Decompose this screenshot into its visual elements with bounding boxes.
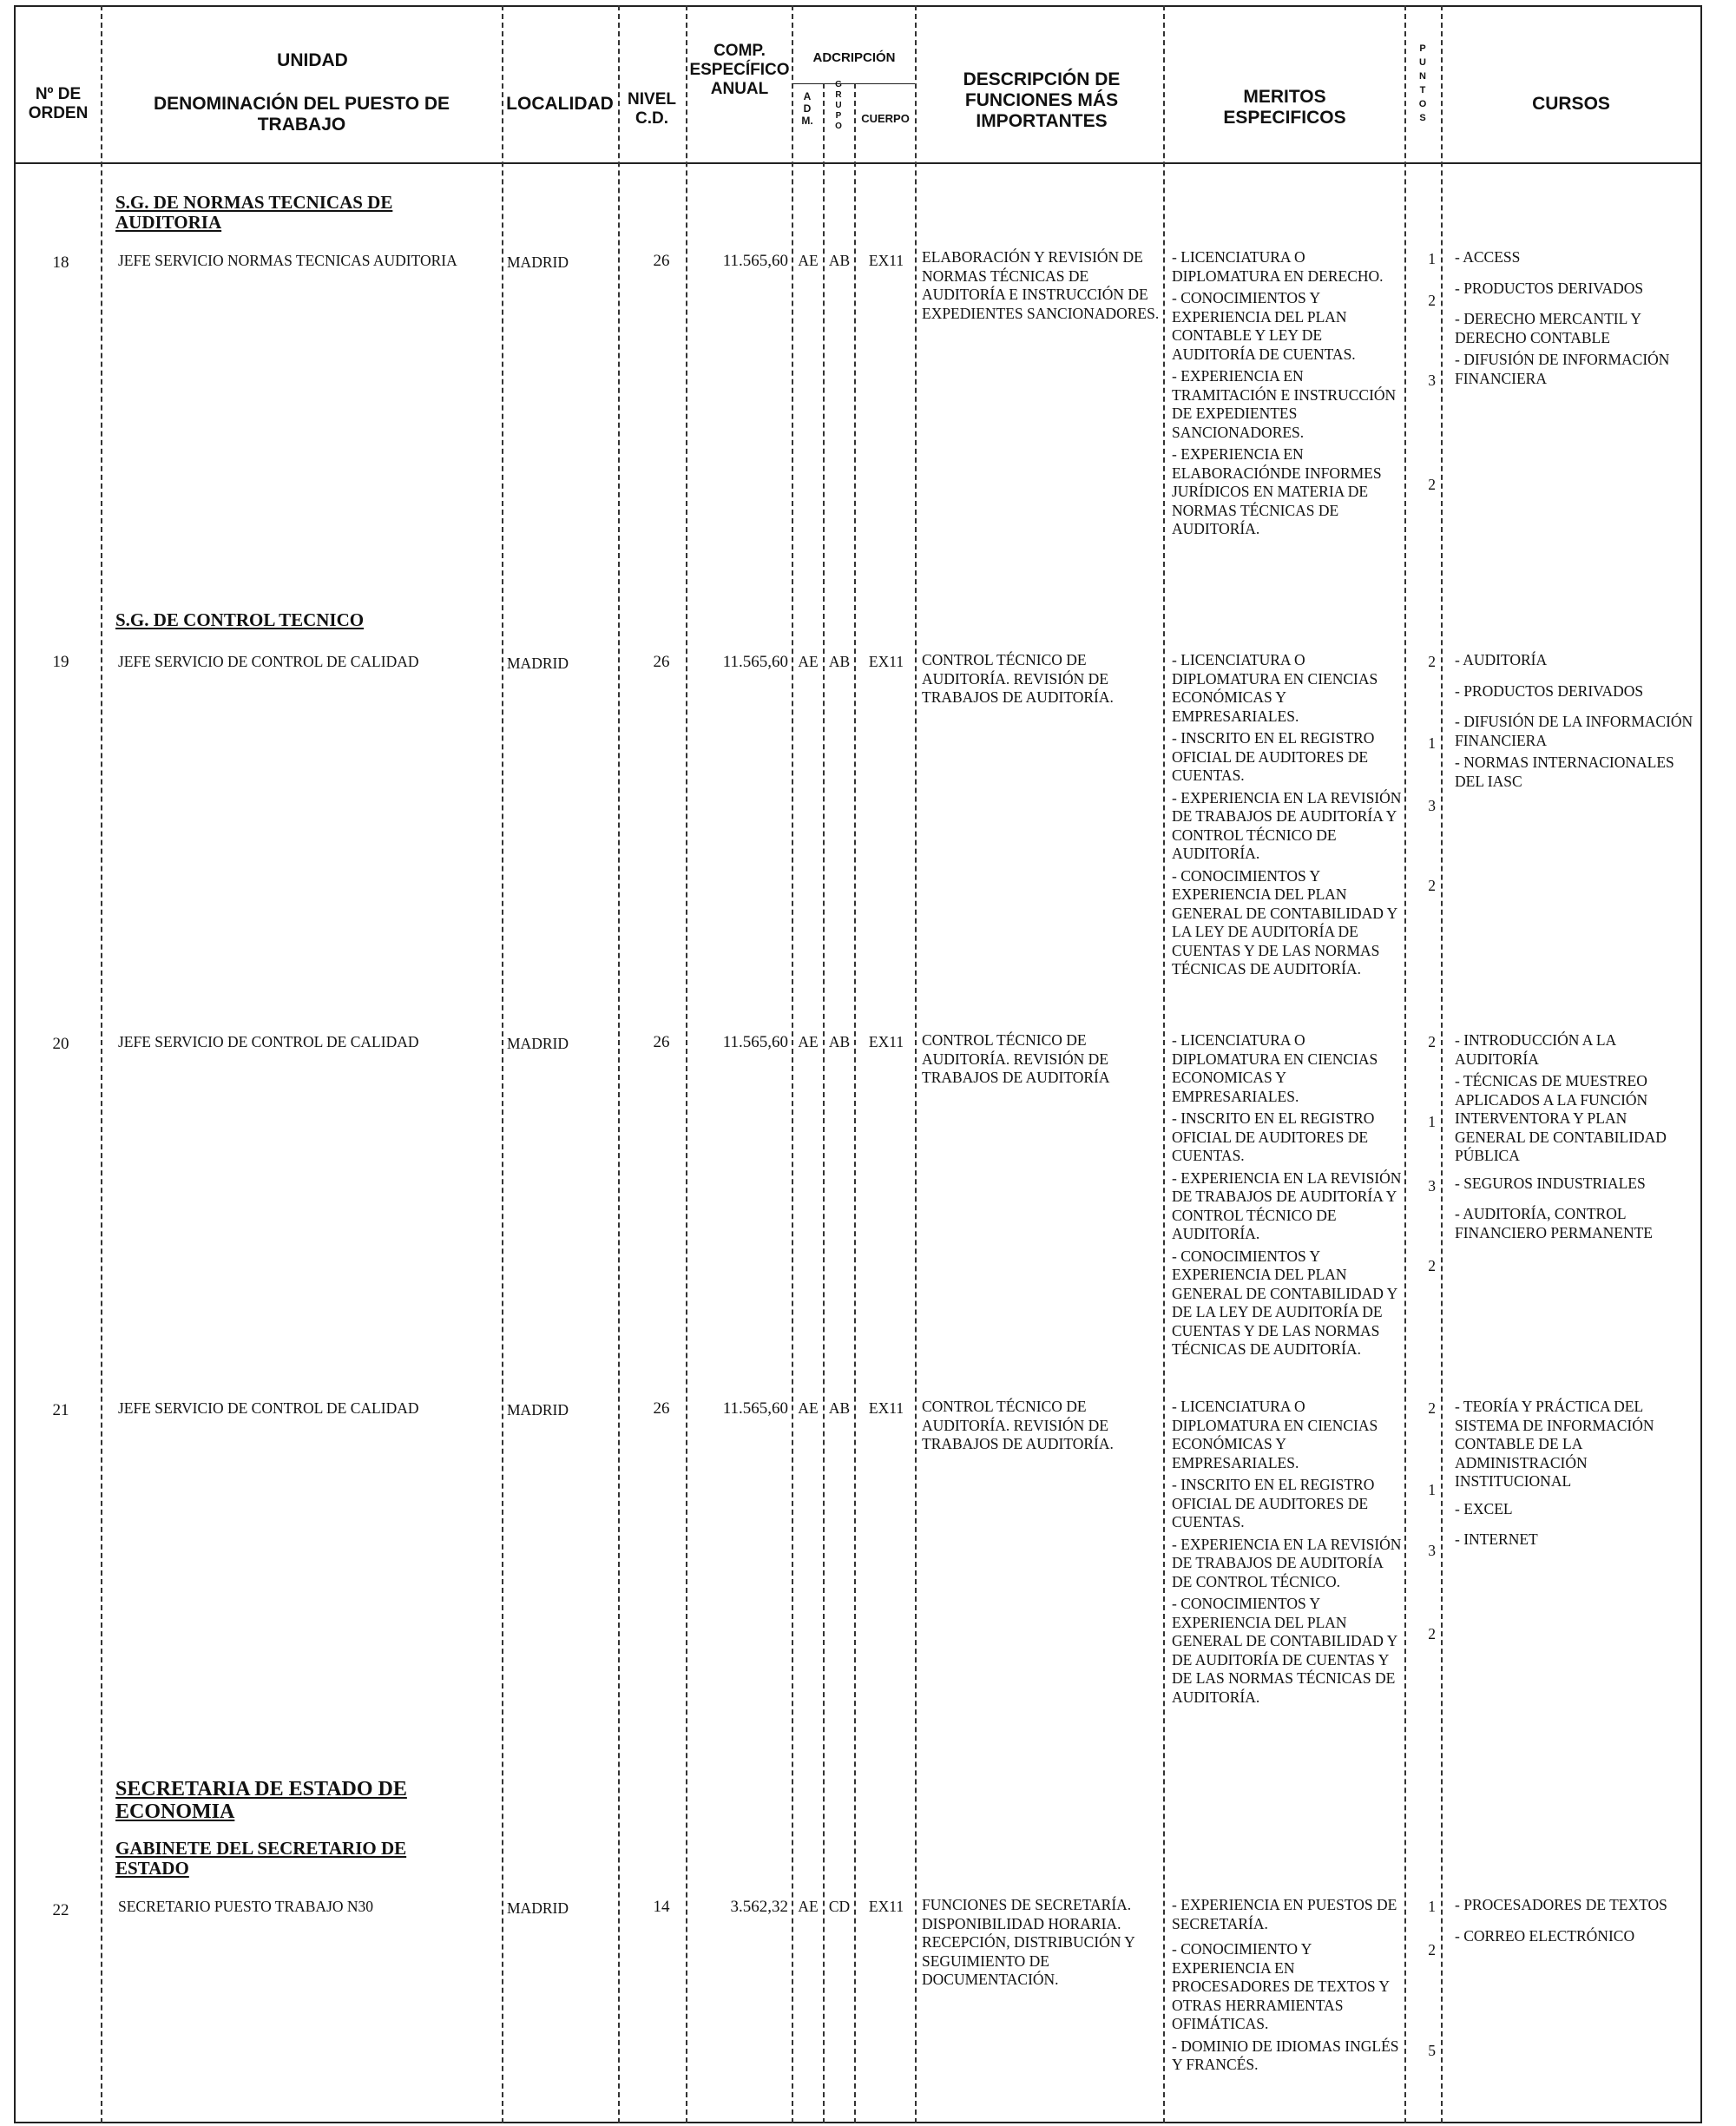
nivel: 14 (653, 1898, 670, 1916)
section-heading: S.G. DE CONTROL TECNICO (115, 609, 365, 630)
header-adm: A D M. (801, 90, 813, 127)
puntos: 1 (1428, 1481, 1436, 1498)
puntos: 1 (1428, 1113, 1436, 1130)
puesto: SECRETARIO PUESTO TRABAJO N30 (118, 1898, 374, 1915)
cuerpo: EX11 (868, 1898, 904, 1915)
descripcion: CONTROL TÉCNICO DE AUDITORÍA. REVISIÓN DE TRABAJOS DE AUDITORÍA (922, 1031, 1110, 1086)
header-nivel: NIVEL C.D. (628, 90, 676, 128)
localidad: MADRID (507, 1035, 569, 1052)
comp: 11.565,60 (722, 1399, 788, 1418)
puntos: 2 (1428, 877, 1436, 894)
col-sep (686, 5, 687, 2123)
puesto: JEFE SERVICIO DE CONTROL DE CALIDAD (118, 1399, 419, 1417)
grupo: AB (828, 252, 851, 269)
section-heading: S.G. DE NORMAS TECNICAS DE AUDITORIA (115, 192, 393, 233)
orden: 18 (52, 253, 69, 272)
descripcion: CONTROL TÉCNICO DE AUDITORÍA. REVISIÓN DE TRABAJOS DE AUDITORÍA. (922, 1398, 1114, 1452)
merito: - INSCRITO EN EL REGISTRO OFICIAL DE AUDITORES DE CUENTAS. (1172, 1109, 1375, 1164)
localidad: MADRID (507, 1899, 569, 1917)
merito: - EXPERIENCIA EN LA REVISIÓN DE TRABAJOS DE AUDITORÍA Y CONTROL TÉCNICO DE AUDITORÍA. (1172, 788, 1402, 862)
puntos: 5 (1428, 2042, 1436, 2059)
puntos: 1 (1428, 250, 1436, 267)
col-sep (823, 83, 825, 2123)
comp: 3.562,32 (730, 1898, 788, 1916)
cuerpo: EX11 (868, 1399, 904, 1417)
merito: - EXPERIENCIA EN PUESTOS DE SECRETARÍA. (1172, 1896, 1397, 1932)
curso: - PRODUCTOS DERIVADOS (1455, 279, 1644, 297)
curso: - PRODUCTOS DERIVADOS (1455, 681, 1644, 700)
merito: - INSCRITO EN EL REGISTRO OFICIAL DE AUDITORES DE CUENTAS. (1172, 729, 1375, 784)
descripcion: CONTROL TÉCNICO DE AUDITORÍA. REVISIÓN DE TRABAJOS DE AUDITORÍA. (922, 651, 1114, 706)
puntos: 2 (1428, 476, 1436, 493)
col-sep (915, 5, 917, 2123)
descripcion: FUNCIONES DE SECRETARÍA. DISPONIBILIDAD HORARIA. RECEPCIÓN, DISTRIBUCIÓN Y SEGUIMIENTO DE DOCUMENTACIÓN. (922, 1896, 1135, 1988)
orden: 19 (52, 653, 69, 671)
puntos: 3 (1428, 372, 1436, 389)
puesto: JEFE SERVICIO DE CONTROL DE CALIDAD (118, 1033, 419, 1050)
nivel: 26 (653, 252, 670, 270)
meritos-list (1172, 1896, 1402, 2078)
meritos-list (1172, 1031, 1402, 1363)
puntos: 1 (1428, 1898, 1436, 1915)
header-comp: COMP. ESPECÍFICO ANUAL (689, 42, 790, 98)
nivel: 26 (653, 1033, 670, 1051)
header-divider (14, 162, 1702, 164)
col-sep (792, 5, 793, 2123)
merito: - CONOCIMIENTOS Y EXPERIENCIA DEL PLAN GENERAL DE CONTABILIDAD Y DE LA LEY DE AUDITORÍA DE CUENTAS Y DE LAS NORMAS TÉCNICAS DE AUDITORÍA. (1172, 1247, 1397, 1358)
col-sep (1441, 5, 1443, 2123)
comp: 11.565,60 (722, 653, 788, 671)
cursos-list (1455, 1896, 1698, 1949)
curso: - INTRODUCCIÓN A LA AUDITORÍA (1455, 1031, 1616, 1068)
curso: - TÉCNICAS DE MUESTREO APLICADOS A LA FUNCIÓN INTERVENTORA Y PLAN GENERAL DE CONTABILIDAD PÚBLICA (1455, 1072, 1667, 1164)
grupo: CD (828, 1898, 851, 1915)
localidad: MADRID (507, 1401, 569, 1418)
adm: AE (798, 1898, 819, 1915)
col-sep (101, 5, 102, 2123)
localidad: MADRID (507, 655, 569, 672)
header-cuerpo: CUERPO (861, 112, 910, 125)
localidad: MADRID (507, 253, 569, 271)
puesto: JEFE SERVICIO NORMAS TECNICAS AUDITORIA (118, 252, 457, 269)
meritos-list (1172, 651, 1402, 983)
puntos: 3 (1428, 1177, 1436, 1195)
meritos-list (1172, 1398, 1402, 1710)
section-heading: GABINETE DEL SECRETARIO DE ESTADO (115, 1838, 407, 1879)
merito: - EXPERIENCIA EN LA REVISIÓN DE TRABAJOS DE AUDITORÍA DE CONTROL TÉCNICO. (1172, 1535, 1402, 1590)
merito: - LICENCIATURA O DIPLOMATURA EN CIENCIAS ECONÓMICAS Y EMPRESARIALES. (1172, 651, 1378, 725)
comp: 11.565,60 (722, 1033, 788, 1051)
curso: - PROCESADORES DE TEXTOS (1455, 1896, 1667, 1913)
curso: - NORMAS INTERNACIONALES DEL IASC (1455, 754, 1674, 790)
merito: - EXPERIENCIA EN ELABORACIÓNDE INFORMES JURÍDICOS EN MATERIA DE NORMAS TÉCNICAS DE AUDITORÍA. (1172, 445, 1382, 537)
header-denominacion: DENOMINACIÓN DEL PUESTO DE TRABAJO (153, 94, 450, 135)
puntos: 3 (1428, 797, 1436, 814)
adm: AE (798, 252, 819, 269)
puntos: 2 (1428, 1399, 1436, 1417)
header-orden: Nº DE ORDEN (28, 85, 89, 122)
section-heading: SECRETARIA DE ESTADO DE ECONOMIA (115, 1778, 407, 1823)
curso: - AUDITORÍA (1455, 651, 1548, 668)
merito: - EXPERIENCIA EN LA REVISIÓN DE TRABAJOS DE AUDITORÍA Y CONTROL TÉCNICO DE AUDITORÍA. (1172, 1168, 1402, 1242)
curso: - DIFUSIÓN DE LA INFORMACIÓN FINANCIERA (1455, 713, 1693, 749)
puntos: 2 (1428, 653, 1436, 670)
cursos-list (1455, 651, 1698, 794)
merito: - LICENCIATURA O DIPLOMATURA EN CIENCIAS ECONÓMICAS Y EMPRESARIALES. (1172, 1398, 1378, 1471)
cuerpo: EX11 (868, 252, 904, 269)
nivel: 26 (653, 653, 670, 671)
puntos: 2 (1428, 1257, 1436, 1274)
orden: 22 (52, 1901, 69, 1919)
puntos: 3 (1428, 1542, 1436, 1559)
cursos-list (1455, 1031, 1698, 1246)
col-sep (1404, 5, 1406, 2123)
col-sep (854, 83, 856, 2123)
header-grupo: G R U P O (835, 80, 842, 131)
adm: AE (798, 1399, 819, 1417)
curso: - DIFUSIÓN DE INFORMACIÓN FINANCIERA (1455, 351, 1670, 387)
descripcion: ELABORACIÓN Y REVISIÓN DE NORMAS TÉCNICAS DE AUDITORÍA E INSTRUCCIÓN DE EXPEDIENTES SANCIONADORES. (922, 248, 1160, 322)
cuerpo: EX11 (868, 1033, 904, 1050)
header-unidad: UNIDAD (277, 50, 348, 70)
col-sep (1163, 5, 1165, 2123)
cursos-list (1455, 1398, 1698, 1553)
puntos: 2 (1428, 1625, 1436, 1642)
merito: - CONOCIMIENTOS Y EXPERIENCIA DEL PLAN CONTABLE Y LEY DE AUDITORÍA DE CUENTAS. (1172, 289, 1356, 363)
cuerpo: EX11 (868, 653, 904, 670)
grupo: AB (828, 1399, 851, 1417)
orden: 21 (52, 1401, 69, 1419)
curso: - ACCESS (1455, 248, 1521, 266)
header-adscripcion: ADCRIPCIÓN (812, 50, 896, 65)
adm: AE (798, 1033, 819, 1050)
curso: - INTERNET (1455, 1530, 1538, 1548)
col-sep (618, 5, 620, 2123)
nivel: 26 (653, 1399, 670, 1418)
curso: - AUDITORÍA, CONTROL FINANCIERO PERMANENTE (1455, 1205, 1653, 1241)
puesto: JEFE SERVICIO DE CONTROL DE CALIDAD (118, 653, 419, 670)
curso: - SEGUROS INDUSTRIALES (1455, 1174, 1646, 1192)
col-sep (502, 5, 503, 2123)
adscripcion-divider (792, 83, 915, 84)
merito: - LICENCIATURA O DIPLOMATURA EN CIENCIAS ECONOMICAS Y EMPRESARIALES. (1172, 1031, 1378, 1105)
merito: - DOMINIO DE IDIOMAS INGLÉS Y FRANCÉS. (1172, 2037, 1399, 2073)
grupo: AB (828, 653, 851, 670)
header-descripcion: DESCRIPCIÓN DE FUNCIONES MÁS IMPORTANTES (963, 69, 1121, 132)
merito: - CONOCIMIENTOS Y EXPERIENCIA DEL PLAN GENERAL DE CONTABILIDAD Y LA LEY DE AUDITORÍA DE CUENTAS Y DE LAS NORMAS TÉCNICAS DE AUDITORÍA. (1172, 866, 1397, 977)
adm: AE (798, 653, 819, 670)
header-puntos: P U N T O S (1418, 43, 1427, 123)
curso: - TEORÍA Y PRÁCTICA DEL SISTEMA DE INFORMACIÓN CONTABLE DE LA ADMINISTRACIÓN INSTITUCIONAL (1455, 1398, 1654, 1490)
meritos-list (1172, 248, 1402, 543)
curso: - DERECHO MERCANTIL Y DERECHO CONTABLE (1455, 310, 1641, 346)
merito: - CONOCIMIENTO Y EXPERIENCIA EN PROCESADORES DE TEXTOS Y OTRAS HERRAMIENTAS OFIMÁTICAS. (1172, 1940, 1390, 2032)
puntos: 2 (1428, 1941, 1436, 1958)
comp: 11.565,60 (722, 252, 788, 270)
merito: - EXPERIENCIA EN TRAMITACIÓN E INSTRUCCIÓN DE EXPEDIENTES SANCIONADORES. (1172, 367, 1397, 441)
header-localidad: LOCALIDAD (506, 94, 614, 114)
header-meritos: MERITOS ESPECIFICOS (1223, 87, 1346, 128)
header-cursos: CURSOS (1532, 94, 1610, 114)
curso: - CORREO ELECTRÓNICO (1455, 1926, 1635, 1945)
curso: - EXCEL (1455, 1499, 1513, 1517)
merito: - LICENCIATURA O DIPLOMATURA EN DERECHO. (1172, 248, 1384, 285)
puntos: 1 (1428, 734, 1436, 752)
grupo: AB (828, 1033, 851, 1050)
merito: - INSCRITO EN EL REGISTRO OFICIAL DE AUDITORES DE CUENTAS. (1172, 1476, 1375, 1530)
merito: - CONOCIMIENTOS Y EXPERIENCIA DEL PLAN GENERAL DE CONTABILIDAD Y DE AUDITORÍA DE CUENTAS Y DE LAS NORMAS TÉCNICAS DE AUDITORÍA. (1172, 1595, 1397, 1706)
puntos: 2 (1428, 1033, 1436, 1050)
cursos-list (1455, 248, 1698, 392)
puntos: 2 (1428, 292, 1436, 309)
orden: 20 (52, 1035, 69, 1053)
